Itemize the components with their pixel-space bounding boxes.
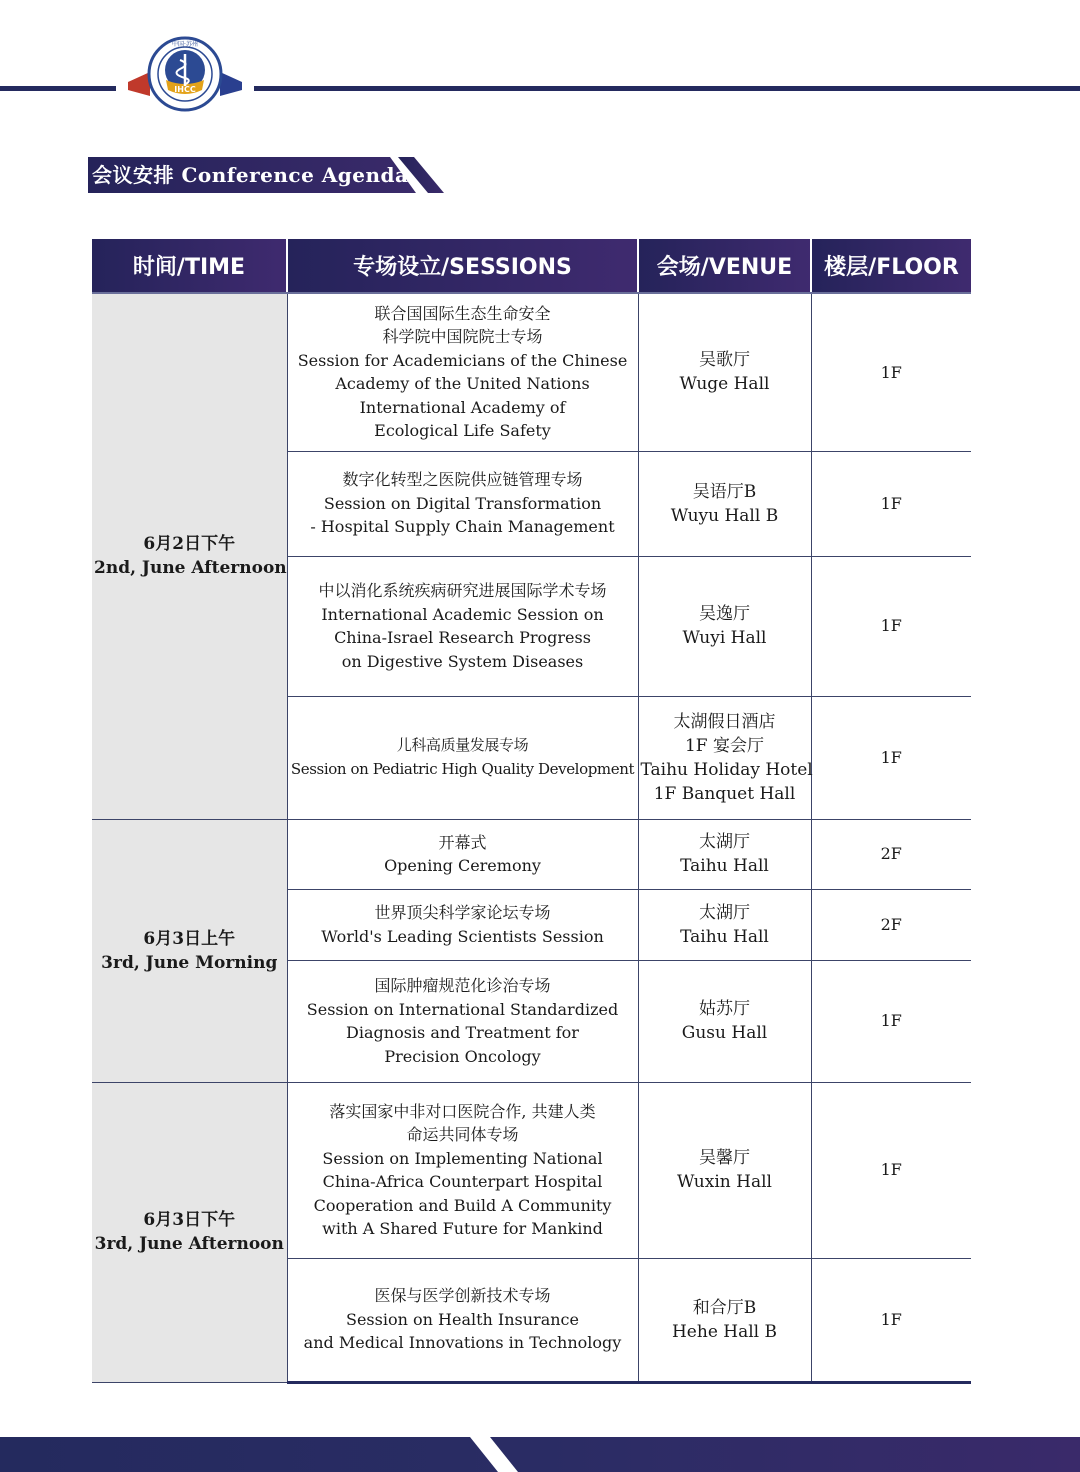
time-cn: 6月3日上午	[143, 928, 236, 949]
session-line: International Academy of	[359, 397, 566, 417]
venue-line: 1F 宴会厅	[684, 735, 764, 756]
header-rule-right	[254, 86, 1080, 91]
venue-line: Taihu Holiday Hotel	[640, 759, 813, 780]
venue-line: 1F Banquet Hall	[653, 783, 796, 804]
session-line: 数字化转型之医院供应链管理专场	[342, 470, 583, 490]
session-line: 中以消化系统疾病研究进展国际学术专场	[318, 581, 607, 600]
logo-text: IHCC	[174, 85, 196, 94]
table-row	[92, 1082, 971, 1258]
venue-cn: 吴歌厅	[699, 350, 750, 371]
venue-cn: 吴语厅B	[692, 481, 757, 502]
venue-en: Gusu Hall	[681, 1023, 768, 1043]
time-cell	[92, 819, 287, 1082]
session-cell	[287, 1082, 638, 1258]
venue-cn: 太湖厅	[699, 832, 750, 852]
venue-cn: 和合厅B	[692, 1297, 757, 1318]
session-line: Diagnosis and Treatment for	[346, 1023, 579, 1042]
session-line: 国际肿瘤规范化诊治专场	[374, 976, 551, 995]
session-line: 儿科高质量发展专场	[396, 736, 529, 754]
venue-cell	[638, 889, 811, 960]
venue-cell	[638, 1258, 811, 1382]
venue-cn: 姑苏厅	[699, 999, 750, 1019]
column-header-time: 时间/TIME	[92, 239, 287, 293]
session-cell	[287, 451, 638, 556]
session-cell	[287, 293, 638, 451]
floor-cell: 1F	[811, 451, 971, 556]
venue-en: Wuxin Hall	[677, 1172, 772, 1192]
session-cell	[287, 696, 638, 819]
time-cell	[92, 1082, 287, 1382]
session-line: Session on Pediatric High Quality Development	[290, 759, 635, 778]
session-line: Cooperation and Build A Community	[313, 1195, 612, 1215]
venue-cell	[638, 1082, 811, 1258]
session-line: Session for Academicians of the Chinese	[297, 350, 628, 370]
floor-cell: 2F	[811, 819, 971, 889]
time-en: 2nd, June Afternoon	[94, 558, 287, 579]
venue-en: Hehe Hall B	[671, 1321, 778, 1342]
session-line: 落实国家中非对口医院合作, 共建人类	[329, 1101, 596, 1121]
column-header-venue: 会场/VENUE	[638, 239, 811, 293]
session-line: Session on Digital Transformation	[323, 493, 602, 513]
session-cell	[287, 1258, 638, 1382]
column-header-floor: 楼层/FLOOR	[811, 239, 971, 293]
venue-en: Wuyi Hall	[682, 628, 767, 648]
session-line: 世界顶尖科学家论坛专场	[374, 903, 551, 922]
session-line: on Digestive System Diseases	[341, 651, 584, 671]
session-line: Session on Health Insurance	[346, 1309, 579, 1329]
floor-cell: 1F	[811, 960, 971, 1082]
floor-cell: 1F	[811, 1258, 971, 1382]
session-line: with A Shared Future for Mankind	[322, 1219, 603, 1238]
venue-en: Taihu Hall	[680, 856, 769, 876]
time-cn: 6月2日下午	[143, 534, 236, 555]
venue-cn: 太湖厅	[699, 902, 750, 923]
session-line: 医保与医学创新技术专场	[374, 1286, 551, 1306]
venue-cell	[638, 960, 811, 1082]
time-cell	[92, 293, 287, 819]
venue-cell	[638, 293, 811, 451]
time-en: 3rd, June Afternoon	[94, 1234, 284, 1254]
table-header-row	[92, 239, 971, 293]
session-line: China-Africa Counterpart Hospital	[322, 1172, 603, 1191]
time-cn: 6月3日下午	[143, 1210, 236, 1230]
venue-cell	[638, 556, 811, 696]
session-line: International Academic Session on	[321, 604, 604, 624]
floor-cell: 1F	[811, 556, 971, 696]
venue-cn: 吴逸厅	[699, 604, 750, 624]
session-line: Precision Oncology	[384, 1046, 541, 1066]
session-line: 开幕式	[438, 832, 487, 852]
session-line: China-Israel Research Progress	[334, 628, 591, 647]
agenda-table	[92, 239, 971, 1384]
footer-band	[0, 1437, 1080, 1472]
session-line: - Hospital Supply Chain Management	[310, 517, 615, 537]
session-cell	[287, 556, 638, 696]
session-line: 命运共同体专场	[406, 1125, 519, 1144]
venue-en: Taihu Hall	[680, 926, 769, 947]
session-cell	[287, 819, 638, 889]
venue-line: 太湖假日酒店	[673, 711, 776, 732]
session-cell	[287, 960, 638, 1082]
venue-en: Wuyu Hall B	[670, 505, 779, 526]
venue-cell	[638, 696, 811, 819]
column-header-sessions: 专场设立/SESSIONS	[287, 239, 638, 293]
session-cell	[287, 889, 638, 960]
venue-en: Wuge Hall	[679, 374, 770, 395]
header-rule-left	[0, 86, 116, 91]
floor-cell: 2F	[811, 889, 971, 960]
session-line: World's Leading Scientists Session	[321, 926, 604, 946]
session-line: Opening Ceremony	[384, 856, 541, 875]
venue-cn: 吴馨厅	[699, 1148, 750, 1168]
session-line: and Medical Innovations in Technology	[303, 1333, 622, 1353]
floor-cell: 1F	[811, 293, 971, 451]
session-line: Academy of the United Nations	[335, 374, 590, 394]
session-line: 科学院中国院院士专场	[382, 327, 543, 347]
ihcc-logo-icon	[128, 36, 242, 116]
page-title: 会议安排 Conference Agenda	[92, 163, 409, 187]
session-line: 联合国国际生态生命安全	[374, 303, 551, 323]
session-line: Ecological Life Safety	[374, 421, 551, 441]
venue-cell	[638, 451, 811, 556]
table-row	[92, 819, 971, 889]
floor-cell: 1F	[811, 696, 971, 819]
table-row	[92, 293, 971, 451]
logo-ring-text: 中国·苏州	[172, 41, 198, 48]
time-en: 3rd, June Morning	[101, 952, 278, 973]
floor-cell: 1F	[811, 1082, 971, 1258]
session-line: Session on International Standardized	[306, 999, 619, 1019]
session-line: Session on Implementing National	[322, 1148, 603, 1168]
venue-cell	[638, 819, 811, 889]
